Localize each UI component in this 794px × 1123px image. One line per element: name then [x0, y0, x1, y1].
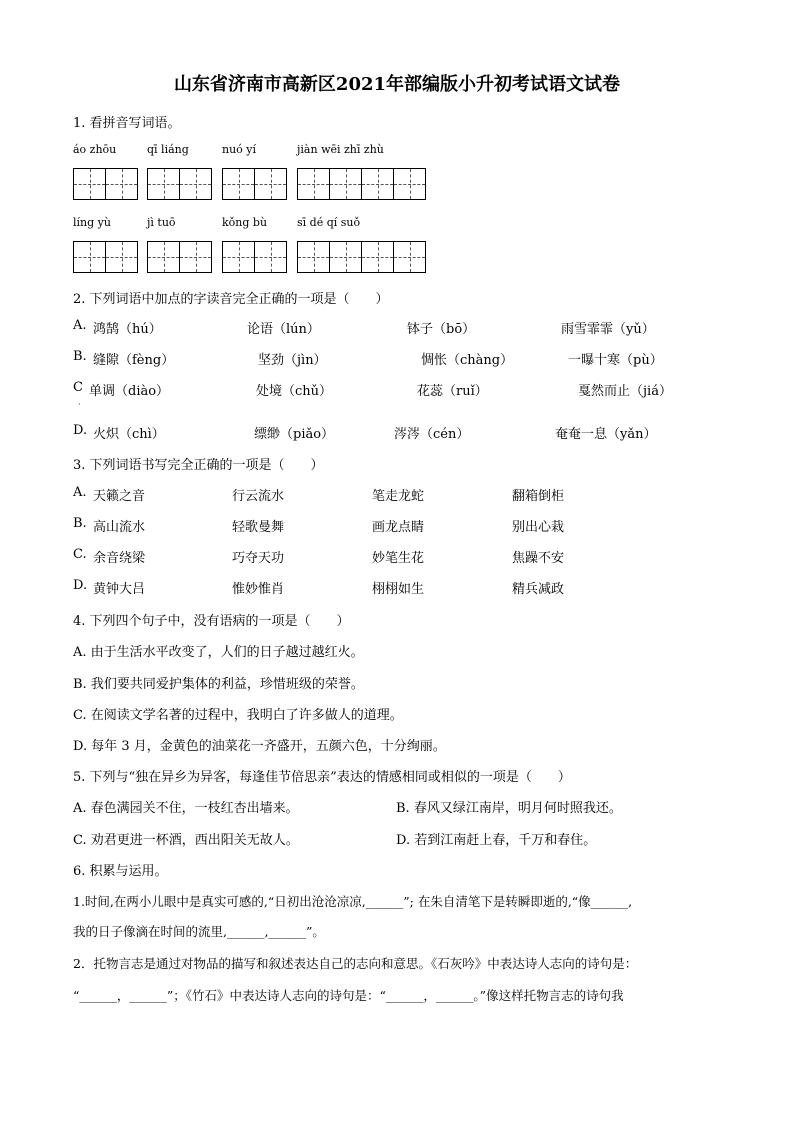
q2-c-1: 单调（diào） [89, 384, 170, 399]
q2-option-a-label: A. [73, 318, 87, 333]
q4-option-d: D. 每年 3 月，金黄色的油菜花一齐盛开，五颜六色，十分绚丽。 [73, 739, 446, 754]
q3-option-b-label: B. [73, 516, 87, 531]
exam-title: 山东省济南市高新区2021年部编版小升初考试语文试卷 [173, 74, 621, 95]
q2-a-2: 论语（lún） [247, 322, 320, 337]
q5-option-c: C. 劝君更进一杯酒，西出阳关无故人。 [73, 833, 299, 848]
q4-option-b: B. 我们要共同爱护集体的利益，珍惜班级的荣誉。 [73, 677, 364, 692]
q5-option-d: D. 若到江南赶上春，千万和春住。 [396, 833, 597, 848]
q3-a-4: 翻箱倒柜 [512, 489, 565, 504]
q2-a-4: 雨雪霏霏（yǔ） [561, 322, 655, 337]
answer-grid-2[interactable] [147, 168, 211, 200]
q3-b-4: 别出心栽 [512, 520, 565, 535]
q5-option-a: A. 春色满园关不住，一枝红杏出墙来。 [73, 801, 299, 816]
pinyin-4: jiàn wēi zhī zhù [297, 143, 384, 156]
answer-grid-8[interactable] [297, 241, 425, 273]
q3-b-3: 画龙点睛 [372, 520, 425, 535]
q2-c-4: 戛然而止（jiá） [578, 384, 672, 399]
q2-b-3: 惆怅（chàng） [421, 353, 514, 368]
q2-a-3: 钵子（bō） [407, 322, 476, 337]
q3-c-2: 巧夺天功 [232, 551, 285, 566]
q2-b-4: 一曝十寒（pù） [568, 353, 663, 368]
q6-part2-line1: 2．托物言志是通过对物品的描写和叙述表达自己的志向和意思。《石灰吟》中表达诗人志向的诗句是： [73, 956, 638, 971]
pinyin-6: jì tuō [147, 216, 176, 229]
answer-grid-1[interactable] [73, 168, 137, 200]
pinyin-3: nuó yí [222, 143, 257, 156]
q6-stem: 6. 积累与运用。 [73, 864, 168, 879]
q1-stem: 1. 看拼音写词语。 [73, 116, 181, 131]
q2-b-1: 缝隙（fèng） [93, 353, 175, 368]
q3-d-2: 惟妙惟肖 [232, 582, 285, 597]
option-marker-dot: · [78, 400, 81, 409]
q4-option-a: A. 由于生活水平改变了，人们的日子越过越红火。 [73, 645, 364, 660]
q3-d-3: 栩栩如生 [372, 582, 425, 597]
answer-grid-4[interactable] [297, 168, 425, 200]
q6-part2-line2: “______，______”；《竹石》中表达诗人志向的诗句是：“______，______。”像这样托物言志的诗句我 [73, 988, 624, 1003]
answer-grid-3[interactable] [222, 168, 286, 200]
q3-d-4: 精兵减政 [512, 582, 565, 597]
q2-option-d-label: D. [73, 423, 88, 438]
q3-c-1: 余音绕梁 [93, 551, 146, 566]
pinyin-7: kǒng bù [222, 216, 268, 229]
q2-d-3: 涔涔（cén） [394, 427, 470, 442]
q2-stem: 2. 下列词语中加点的字读音完全正确的一项是（ ） [73, 292, 389, 307]
pinyin-5: líng yù [73, 216, 111, 229]
q2-a-1: 鸿鹄（hú） [93, 322, 162, 337]
q3-a-1: 天籁之音 [93, 489, 146, 504]
q3-b-2: 轻歌曼舞 [232, 520, 285, 535]
q2-c-2: 处境（chǔ） [256, 384, 333, 399]
q2-option-b-label: B. [73, 349, 87, 364]
q3-c-3: 妙笔生花 [372, 551, 425, 566]
q3-option-a-label: A. [73, 485, 87, 500]
q3-d-1: 黄钟大吕 [93, 582, 146, 597]
pinyin-8: sī dé qí suǒ [297, 216, 361, 229]
q6-part1-line1: 1.时间,在两小儿眼中是真实可感的,“日初出沧沧凉凉,______”; 在朱自清笔下是转瞬即逝的,“像______, [73, 894, 633, 909]
q2-b-2: 坚劲（jìn） [258, 353, 327, 368]
q5-stem: 5. 下列与“独在异乡为异客，每逢佳节倍思亲”表达的情感相同或相似的一项是（ ） [73, 770, 571, 785]
q2-option-c-label: C [73, 380, 83, 395]
q5-option-b: B. 春风又绿江南岸，明月何时照我还。 [396, 801, 622, 816]
q4-stem: 4. 下列四个句子中，没有语病的一项是（ ） [73, 614, 350, 629]
q3-option-d-label: D. [73, 578, 88, 593]
answer-grid-7[interactable] [222, 241, 286, 273]
q3-a-2: 行云流水 [232, 489, 285, 504]
q6-part1-line2: 我的日子像滴在时间的流里,______,______”。 [73, 924, 325, 939]
q2-d-4: 奄奄一息（yǎn） [555, 427, 657, 442]
q3-b-1: 高山流水 [93, 520, 146, 535]
pinyin-2: qī liáng [147, 143, 189, 156]
pinyin-1: áo zhōu [73, 143, 117, 156]
q3-option-c-label: C. [73, 547, 87, 562]
q2-d-2: 缥缈（piǎo） [254, 427, 335, 442]
answer-grid-5[interactable] [73, 241, 137, 273]
q4-option-c: C. 在阅读文学名著的过程中，我明白了许多做人的道理。 [73, 708, 403, 723]
q2-c-3: 花蕊（ruǐ） [417, 384, 488, 399]
q2-d-1: 火炽（chì） [93, 427, 165, 442]
q3-stem: 3. 下列词语书写完全正确的一项是（ ） [73, 458, 324, 473]
q3-c-4: 焦躁不安 [512, 551, 565, 566]
q3-a-3: 笔走龙蛇 [372, 489, 425, 504]
answer-grid-6[interactable] [147, 241, 211, 273]
